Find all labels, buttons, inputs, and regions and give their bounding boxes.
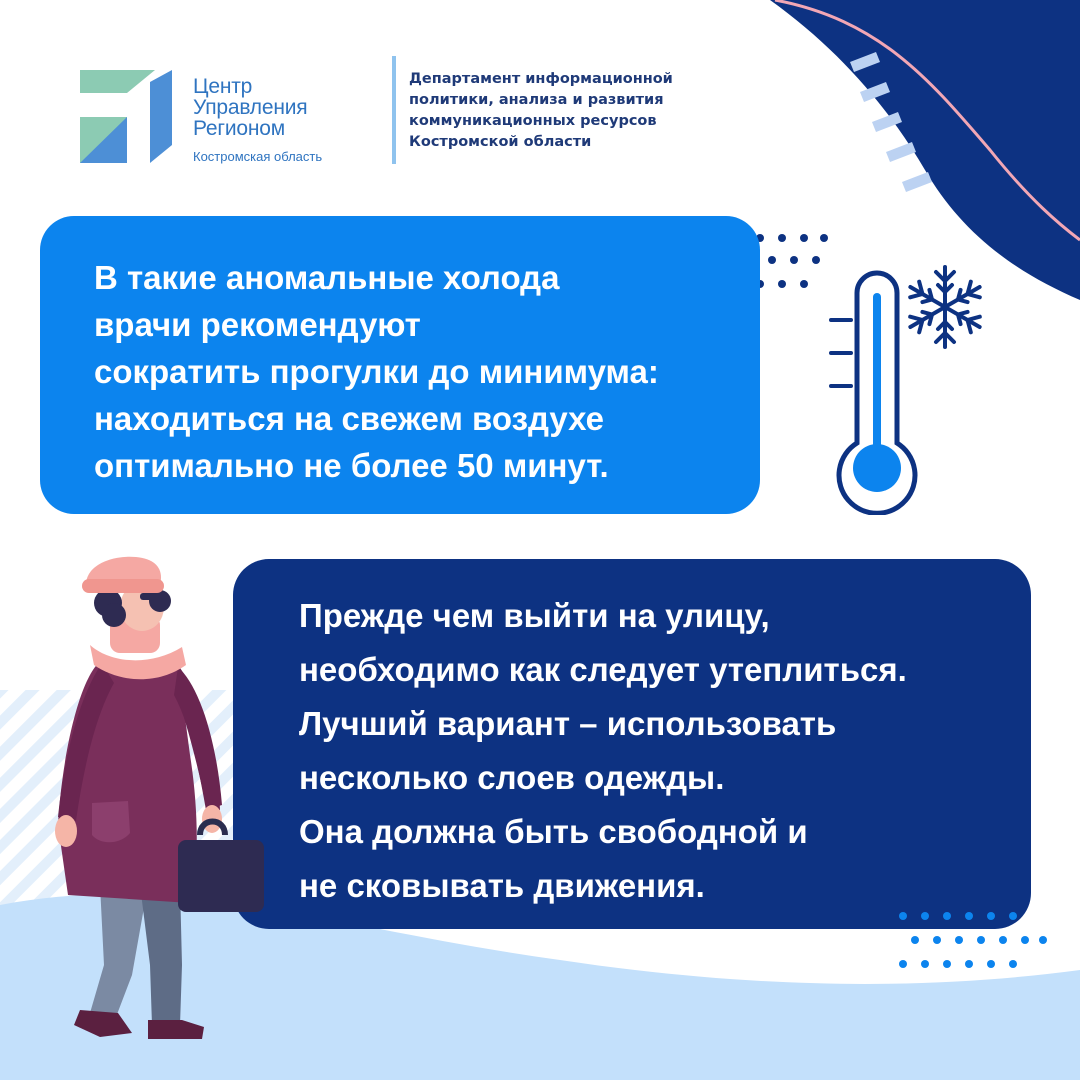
dots-decoration-bottom (895, 908, 1055, 972)
department-name (409, 69, 739, 153)
department-line-4: Костромской области (409, 134, 592, 150)
department-line-1: Департамент информационной (409, 71, 673, 87)
department-divider (392, 56, 396, 164)
logo-icon (80, 70, 175, 165)
logo-line-2: Управления (193, 96, 308, 119)
advice-text-bottom: Прежде чем выйти на улицу, необходимо как следует утеплиться. Лучший вариант – использовать несколько слоев одежды. Она должна быть свободной и не сковывать движения. (299, 597, 907, 904)
logo-title (193, 76, 307, 139)
department-line-2: политики, анализа и развития (409, 92, 664, 108)
advice-card-top (40, 216, 760, 514)
logo-subtitle: Костромская область (193, 149, 323, 164)
logo-line-3: Регионом (193, 117, 285, 140)
logo-line-1: Центр (193, 75, 253, 98)
advice-text-top: В такие аномальные холода врачи рекомендуют сократить прогулки до минимума: находиться на свежем воздухе оптимально не более 50 минут. (94, 259, 659, 484)
department-line-3: коммуникационных ресурсов (409, 113, 657, 129)
advice-card-bottom (233, 559, 1031, 929)
snowflake-icon (900, 262, 990, 352)
person-illustration (40, 555, 280, 1050)
